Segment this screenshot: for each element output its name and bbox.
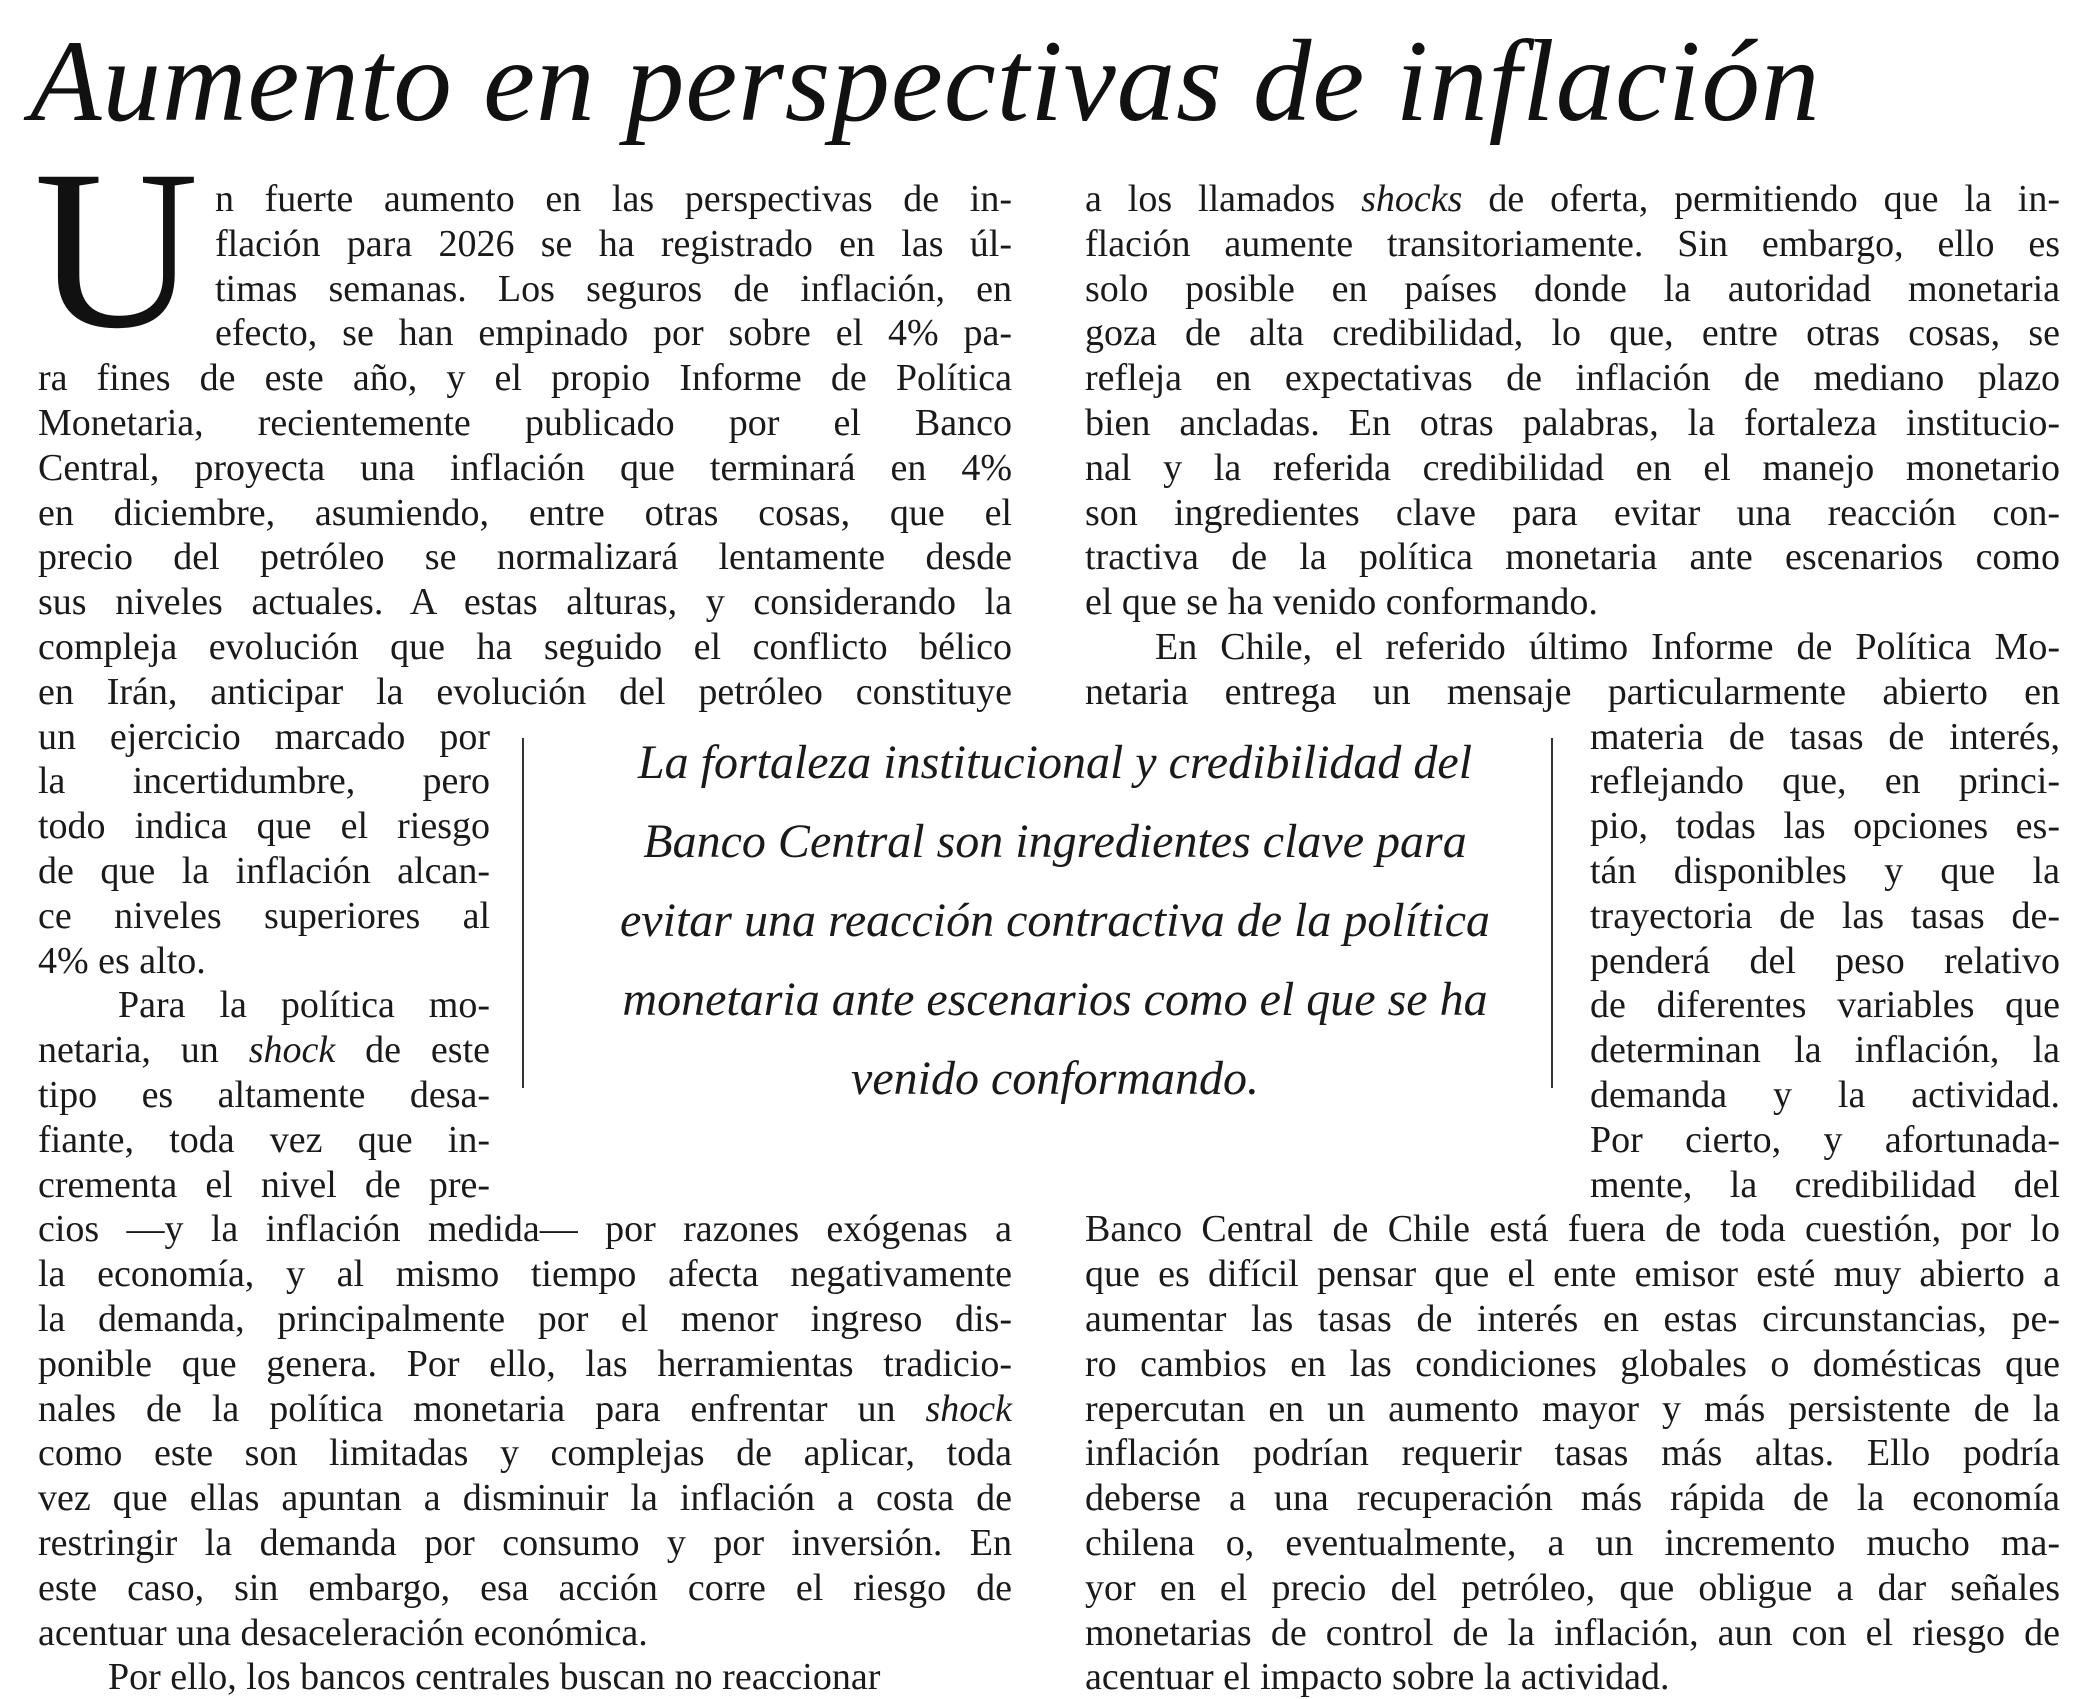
body-line: mente, la credibilidad del — [1590, 1163, 2060, 1206]
body-line: penderá del peso relativo — [1590, 939, 2060, 982]
pull-quote-line: monetaria ante escenarios como el que se ha — [622, 973, 1488, 1026]
pull-quote-line: La fortaleza institucional y credibilidad del — [637, 736, 1473, 789]
body-line: tractiva de la política monetaria ante escenarios como — [1085, 536, 2060, 579]
body-line: de diferentes variables que — [1590, 984, 2060, 1027]
body-line: chilena o, eventualmente, a un incremento mucho ma- — [1085, 1522, 2060, 1564]
body-line: materia de tasas de interés, — [1590, 715, 2060, 758]
body-line: nal y la referida credibilidad en el manejo monetario — [1085, 446, 2060, 489]
body-line: Por cierto, y afortunada- — [1590, 1118, 2060, 1161]
body-line: ra fines de este año, y el propio Informe de Política — [38, 357, 1012, 400]
body-line: ro cambios en las condiciones globales o domésticas que — [1085, 1342, 2060, 1385]
pull-quote-right-rule — [1551, 738, 1553, 1088]
body-line: compleja evolución que ha seguido el conflicto bélico — [38, 626, 1012, 668]
body-line: solo posible en países donde la autoridad monetaria — [1085, 267, 2060, 310]
body-line: determinan la inflación, la — [1590, 1029, 2060, 1072]
body-line: sus niveles actuales. A estas alturas, y considerando la — [38, 581, 1012, 624]
body-line: yor en el precio del petróleo, que obligue a dar señales — [1085, 1566, 2060, 1609]
body-line: son ingredientes clave para evitar una reacción con- — [1085, 491, 2060, 534]
pull-quote-line: venido conformando. — [851, 1052, 1259, 1105]
body-line: un ejercicio marcado por — [38, 715, 490, 758]
body-line: vez que ellas apuntan a disminuir la inflación a costa de — [38, 1477, 1012, 1520]
body-line: Por ello, los bancos centrales buscan no reaccionar — [108, 1656, 881, 1699]
body-line: este caso, sin embargo, esa acción corre el riesgo de — [38, 1566, 1012, 1609]
body-line: netaria entrega un mensaje particularmente abierto en — [1085, 670, 2060, 713]
body-line: Central, proyecta una inflación que terminará en 4% — [38, 446, 1012, 489]
body-line: cios —y la inflación medida— por razones exógenas a — [38, 1208, 1012, 1251]
italic-term: shock — [925, 1387, 1012, 1430]
body-line: timas semanas. Los seguros de inflación, en — [215, 267, 1012, 310]
body-line: la demanda, principalmente por el menor ingreso dis- — [38, 1298, 1012, 1340]
italic-term: shocks — [1361, 178, 1463, 220]
body-line: acentuar una desaceleración económica. — [38, 1611, 648, 1654]
body-line: pio, todas las opciones es- — [1590, 805, 2060, 848]
body-line: trayectoria de las tasas de- — [1590, 894, 2060, 937]
body-line: demanda y la actividad. — [1590, 1074, 2060, 1116]
italic-term: shock — [248, 1029, 336, 1072]
pull-quote — [560, 723, 1550, 1118]
body-line: el que se ha venido conformando. — [1085, 581, 1598, 624]
body-line: bien ancladas. En otras palabras, la fortaleza institucio- — [1085, 402, 2060, 444]
pull-quote-line: evitar una reacción contractiva de la política — [620, 894, 1490, 947]
body-line: tipo es altamente desa- — [38, 1074, 490, 1116]
body-line: n fuerte aumento en las perspectivas de in- — [215, 178, 1012, 220]
body-line: ce niveles superiores al — [38, 894, 490, 937]
body-line: la incertidumbre, pero — [38, 760, 490, 803]
body-line: En Chile, el referido último Informe de Política Mo- — [1155, 626, 2060, 668]
body-line: refleja en expectativas de inflación de mediano plazo — [1085, 357, 2060, 400]
body-line: a los llamados shocks de oferta, permitiendo que la in- — [1085, 178, 2060, 220]
body-line: efecto, se han empinado por sobre el 4% pa- — [215, 312, 1012, 355]
body-line: Banco Central de Chile está fuera de toda cuestión, por lo — [1085, 1208, 2060, 1251]
body-line: en diciembre, asumiendo, entre otras cosas, que el — [38, 491, 1012, 534]
body-line: flación para 2026 se ha registrado en las úl- — [215, 222, 1012, 265]
body-line: como este son limitadas y complejas de aplicar, toda — [38, 1432, 1012, 1475]
body-line: monetarias de control de la inflación, aun con el riesgo de — [1085, 1611, 2060, 1654]
body-line: crementa el nivel de pre- — [38, 1163, 490, 1206]
body-line: precio del petróleo se normalizará lentamente desde — [38, 536, 1012, 579]
body-line: aumentar las tasas de interés en estas circunstancias, pe- — [1085, 1298, 2060, 1340]
headline: Aumento en perspectivas de inflación — [30, 17, 1821, 146]
body-line: goza de alta credibilidad, lo que, entre otras cosas, se — [1085, 312, 2060, 355]
pull-quote-left-rule — [522, 738, 524, 1088]
body-line: reflejando que, en princi- — [1590, 760, 2060, 803]
pull-quote-line: Banco Central son ingredientes clave para — [643, 815, 1467, 868]
body-line: la economía, y al mismo tiempo afecta negativamente — [38, 1253, 1012, 1296]
body-line: inflación podrían requerir tasas más altas. Ello podría — [1085, 1432, 2060, 1475]
body-line: restringir la demanda por consumo y por inversión. En — [38, 1522, 1012, 1564]
body-line: Monetaria, recientemente publicado por el Banco — [38, 402, 1012, 444]
body-line: deberse a una recuperación más rápida de la economía — [1085, 1477, 2060, 1520]
body-line: flación aumente transitoriamente. Sin embargo, ello es — [1085, 222, 2060, 265]
body-line: netaria, un shock de este — [38, 1029, 490, 1072]
drop-cap: U — [34, 124, 199, 376]
body-line: que es difícil pensar que el ente emisor esté muy abierto a — [1085, 1253, 2060, 1296]
body-line: acentuar el impacto sobre la actividad. — [1085, 1656, 1670, 1699]
body-line: ponible que genera. Por ello, las herramientas tradicio- — [38, 1342, 1012, 1385]
body-line: Para la política mo- — [118, 984, 490, 1027]
body-line: todo indica que el riesgo — [38, 805, 490, 848]
body-line: tán disponibles y que la — [1590, 850, 2060, 892]
body-line: fiante, toda vez que in- — [38, 1118, 490, 1161]
body-line: de que la inflación alcan- — [38, 850, 490, 892]
body-line: 4% es alto. — [38, 939, 206, 982]
body-line: repercutan en un aumento mayor y más persistente de la — [1085, 1387, 2060, 1430]
body-line: en Irán, anticipar la evolución del petróleo constituye — [38, 670, 1012, 713]
body-line: nales de la política monetaria para enfrentar un shock — [38, 1387, 1012, 1430]
